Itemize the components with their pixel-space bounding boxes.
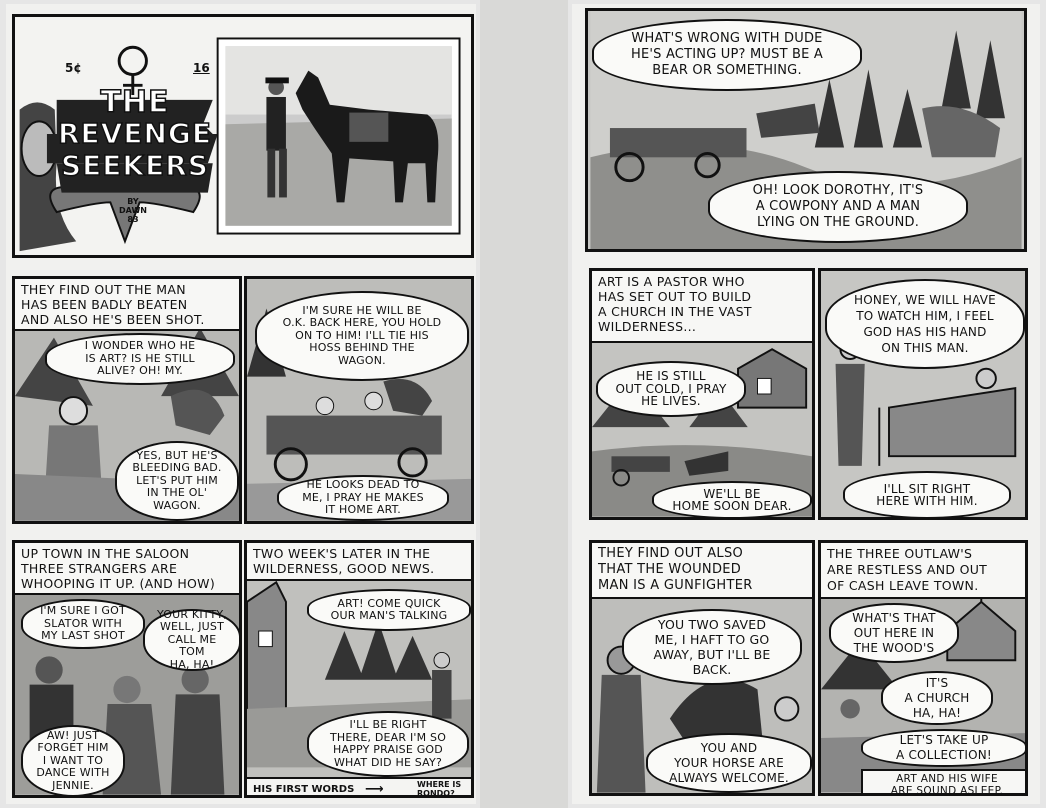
speech-bubble-sit-right-here: I'LL SIT RIGHT HERE WITH HIM. xyxy=(843,471,1011,519)
panel-watch-him xyxy=(818,268,1028,520)
title-line-1: THE xyxy=(100,85,170,120)
issue-number: 16 xyxy=(193,61,210,75)
speech-bubble-saved-me: YOU TWO SAVED ME, I HAFT TO GO AWAY, BUT I'LL BE BACK. xyxy=(622,609,802,685)
panel-outlaws-leave xyxy=(818,540,1028,796)
caption-saloon: UP TOWN IN THE SALOON THREE STRANGERS ARE WHOOPING IT UP. (AND HOW) xyxy=(15,543,239,595)
speech-bubble-cowpony: OH! LOOK DOROTHY, IT'S A COWPONY AND A MAN LYING ON THE GROUND. xyxy=(708,171,968,243)
speech-bubble-collection: LET'S TAKE UP A COLLECTION! xyxy=(861,729,1027,767)
speech-bubble-always-welcome: YOU AND YOUR HORSE ARE ALWAYS WELCOME. xyxy=(646,733,812,793)
speech-bubble-watch-him: HONEY, WE WILL HAVE TO WATCH HIM, I FEEL GOD HAS HIS HAND ON THIS MAN. xyxy=(825,279,1025,369)
speech-bubble-ok-back-here: I'M SURE HE WILL BE O.K. BACK HERE, YOU HOLD ON TO HIM! I'LL TIE HIS HOSS BEHIND THE WAGON. xyxy=(255,291,469,381)
caption-gunfighter: THEY FIND OUT ALSO THAT THE WOUNDED MAN IS A GUNFIGHTER xyxy=(592,543,812,599)
panel-saloon xyxy=(12,540,242,798)
speech-bubble-got-slator: I'M SURE I GOT SLATOR WITH MY LAST SHOT xyxy=(21,599,145,649)
panel-good-news xyxy=(244,540,474,798)
speech-bubble-bleeding-bad: YES, BUT HE'S BLEEDING BAD. LET'S PUT HIM IN THE OL' WAGON. xyxy=(115,441,239,521)
panel-pastor xyxy=(589,268,815,520)
issue-price: 5¢ xyxy=(65,61,82,75)
panel-badly-beaten xyxy=(12,276,242,524)
speech-bubble-looks-dead: HE LOOKS DEAD TO ME, I PRAY HE MAKES IT HOME ART. xyxy=(277,475,449,521)
caption-pastor: ART IS A PASTOR WHO HAS SET OUT TO BUILD A CHURCH IN THE VAST WILDERNESS... xyxy=(592,271,812,343)
speech-bubble-dude: WHAT'S WRONG WITH DUDE HE'S ACTING UP? MUST BE A BEAR OR SOMETHING. xyxy=(592,19,862,91)
speech-bubble-its-a-church: IT'S A CHURCH HA, HA! xyxy=(881,671,993,725)
footer-strip xyxy=(247,777,471,798)
speech-bubble-who-is-he: I WONDER WHO HE IS ART? IS HE STILL ALIVE? OH! MY. xyxy=(45,333,235,385)
title-line-3: SEEKERS xyxy=(61,149,209,182)
speech-bubble-call-me-tom: YOUR KITTY, WELL, JUST CALL ME TOM HA, HA! xyxy=(143,609,241,671)
title-panel xyxy=(12,14,474,258)
footer-first-words: HIS FIRST WORDS xyxy=(253,784,355,795)
speech-bubble-home-soon: WE'LL BE HOME SOON DEAR. xyxy=(652,481,812,519)
panel-gunfighter xyxy=(589,540,815,796)
panel-hold-on xyxy=(244,276,474,524)
caption-good-news: TWO WEEK'S LATER IN THE WILDERNESS, GOOD NEWS. xyxy=(247,543,471,581)
title-byline: BY DAWN 83 xyxy=(119,197,147,224)
speech-bubble-right-there: I'LL BE RIGHT THERE, DEAR I'M SO HAPPY PRAISE GOD WHAT DID HE SAY? xyxy=(307,711,469,777)
caption-sound-asleep: ART AND HIS WIFE ARE SOUND ASLEEP. xyxy=(861,769,1028,796)
footer-where-is-rondo: WHERE IS RONDO? xyxy=(417,780,462,798)
panel-wagon-discovery xyxy=(585,8,1027,252)
footer-arrow-icon: ⟶ xyxy=(365,782,384,797)
speech-bubble-dance-with-jennie: AW! JUST FORGET HIM I WANT TO DANCE WITH JENNIE. xyxy=(21,725,125,797)
speech-bubble-whats-that: WHAT'S THAT OUT HERE IN THE WOOD'S xyxy=(829,603,959,663)
speech-bubble-come-quick: ART! COME QUICK OUR MAN'S TALKING xyxy=(307,589,471,631)
page-gutter xyxy=(480,0,568,808)
title-line-2: REVENGE xyxy=(57,117,213,150)
speech-bubble-out-cold: HE IS STILL OUT COLD, I PRAY HE LIVES. xyxy=(596,361,746,417)
caption-outlaws-leave: THE THREE OUTLAW'S ARE RESTLESS AND OUT OF CASH LEAVE TOWN. xyxy=(821,543,1025,599)
caption-badly-beaten: THEY FIND OUT THE MAN HAS BEEN BADLY BEATEN AND ALSO HE'S BEEN SHOT. xyxy=(15,279,239,331)
